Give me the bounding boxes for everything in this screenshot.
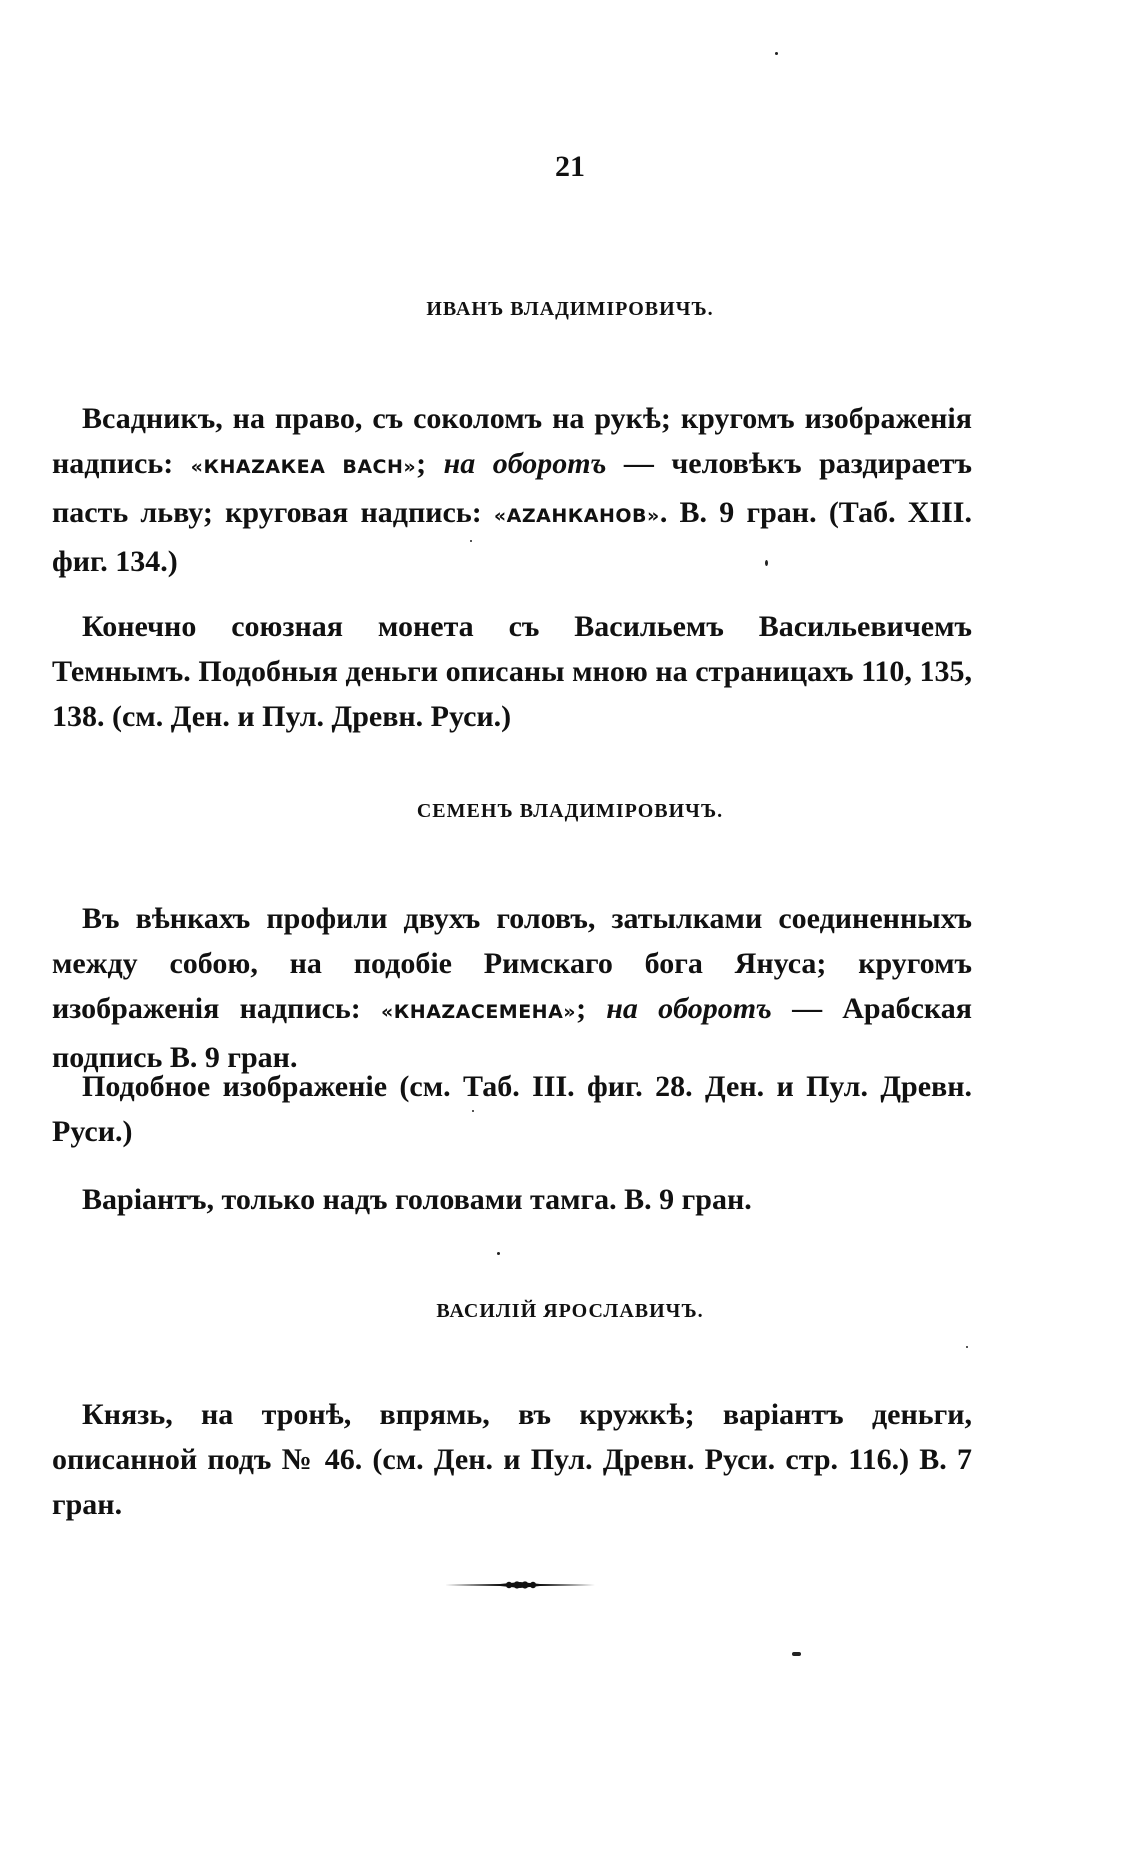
speck — [497, 1252, 500, 1255]
text-run: Князь, на тронѣ, впрямь, въ кружкѣ; варіантъ деньги, описанной подъ № 46. (см. Ден. и Пул. Древн. Руси. стр. 116.) В. 7 гран. — [52, 1398, 972, 1521]
text-run: — Арабская подпись В. 9 гран. — [52, 992, 972, 1074]
text-run: — человѣкъ раздираетъ пасть льву; круговая надпись: — [52, 447, 973, 529]
coin-inscription: «КНАZАСЕМЕНА» — [380, 1001, 577, 1023]
section-heading: ВАСИЛІЙ ЯРОСЛАВИЧЪ. — [436, 1300, 704, 1322]
speck — [792, 1652, 801, 1656]
section-heading: СЕМЕНЪ ВЛАДИМІРОВИЧЪ. — [416, 800, 724, 822]
paragraph — [52, 396, 972, 584]
section-heading: ИВАНЪ ВЛАДИМІРОВИЧЪ. — [426, 298, 714, 320]
speck — [472, 1110, 474, 1112]
paragraph — [52, 604, 972, 739]
speck — [775, 52, 778, 55]
speck — [966, 1346, 968, 1348]
italic-term: на оборотъ — [606, 992, 772, 1025]
text-run: Подобное изображеніе (см. Таб. III. фиг. 28. Ден. и Пул. Древн. Руси.) — [52, 1070, 972, 1148]
text-run: Въ вѣнкахъ профили двухъ головъ, затылками соединенныхъ между собою, на подобіе Римскаго бога Януса; кругомъ изображенія надпись: — [52, 902, 972, 1025]
coin-inscription: «КНАZАКЕА ВАСН» — [190, 456, 417, 478]
coin-inscription: «АZАНКАНОВ» — [493, 505, 660, 527]
italic-term: на оборотъ — [443, 447, 607, 480]
text-run: Варіантъ, только надъ головами тамга. В. 9 гран. — [82, 1183, 752, 1216]
paragraph — [52, 896, 972, 1080]
page-number: 21 — [555, 150, 585, 183]
paragraph — [52, 1064, 972, 1154]
ornament-rule — [445, 1578, 595, 1592]
text-run: . В. 9 гран. (Таб. XIII. фиг. 134.) — [52, 496, 972, 578]
text-run: ; — [416, 447, 444, 480]
text-run: ; — [576, 992, 607, 1025]
speck — [765, 560, 768, 566]
paragraph — [52, 1177, 972, 1222]
paragraph — [52, 1392, 972, 1527]
speck — [470, 540, 472, 542]
text-run: Конечно союзная монета съ Васильемъ Васильевичемъ Темнымъ. Подобныя деньги описаны мною на страницахъ 110, 135, 138. (см. Ден. и Пул. Древн. Руси.) — [52, 610, 972, 733]
text-run: Всадникъ, на право, съ соколомъ на рукѣ; кругомъ изображенія надпись: — [52, 402, 972, 480]
